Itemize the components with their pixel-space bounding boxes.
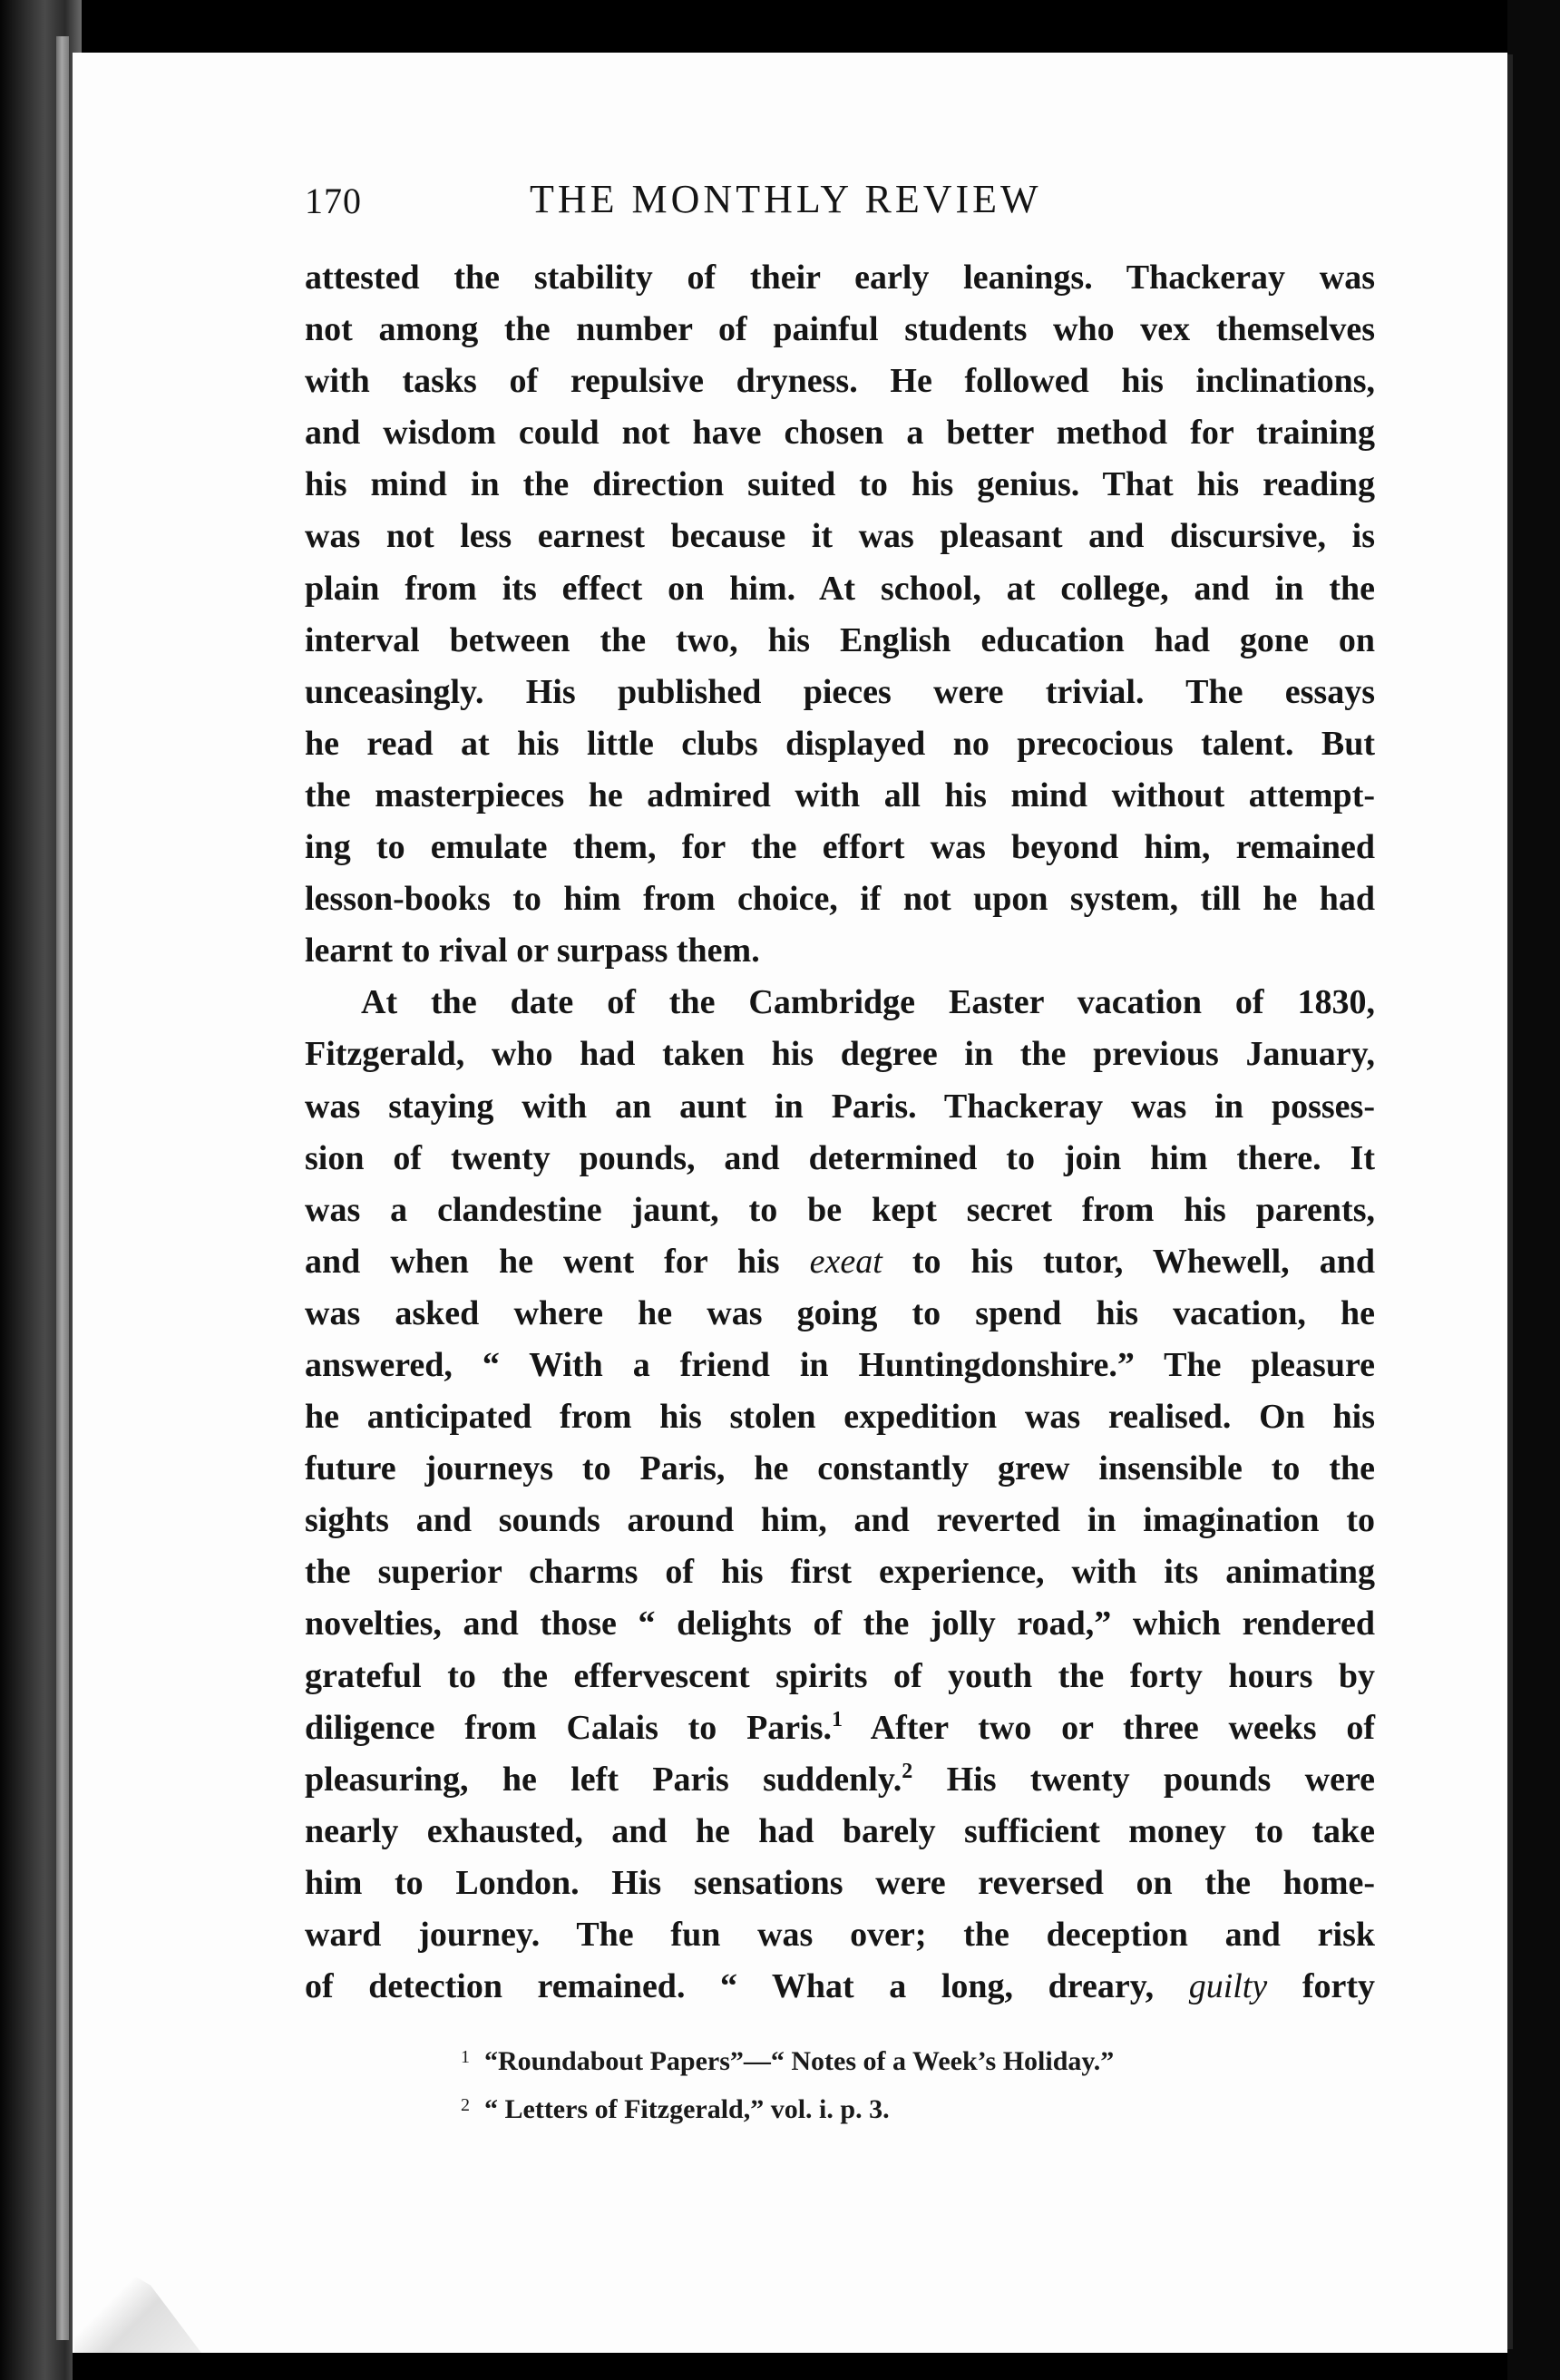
footnote-mark: 2	[461, 2095, 470, 2115]
text-line: was a clandestine jaunt, to be kept secret from his parents,	[305, 1190, 1375, 1229]
page-header	[305, 176, 1375, 239]
book-spine	[0, 0, 82, 2380]
italic-term: guilty	[1188, 1967, 1268, 2006]
text-line	[305, 1961, 1375, 2013]
text-segment: After two or three weeks of	[870, 1708, 1376, 1747]
bottom-shadow	[73, 2353, 1507, 2380]
text-line: answered, “ With a friend in Huntingdonshire.” The pleasure	[305, 1345, 1375, 1384]
text-line: him to London. His sensations were reversed on the home-	[305, 1863, 1375, 1902]
text-line	[305, 1754, 1375, 1806]
body-text	[305, 252, 1375, 2013]
text-line: future journeys to Paris, he constantly grew insensible to the	[305, 1449, 1375, 1488]
text-line: nearly exhausted, and he had barely sufficient money to take	[305, 1811, 1375, 1850]
footnote-ref-2: 2	[902, 1759, 913, 1783]
text-line: not among the number of painful students who vex themselves	[305, 310, 1375, 349]
running-head: THE MONTHLY REVIEW	[530, 177, 1042, 221]
text-line: lesson-books to him from choice, if not upon system, till he had	[305, 880, 1375, 919]
text-line: sights and sounds around him, and reverted in imagination to	[305, 1501, 1375, 1540]
footnote	[461, 2035, 1277, 2083]
text-line: his mind in the direction suited to his genius. That his reading	[305, 465, 1375, 504]
text-line: was not less earnest because it was pleasant and discursive, is	[305, 517, 1375, 556]
text-line: attested the stability of their early leanings. Thackeray was	[305, 258, 1375, 297]
page-number: 170	[305, 180, 362, 221]
text-segment: and when he went for his	[305, 1242, 780, 1281]
text-line: with tasks of repulsive dryness. He followed his inclinations,	[305, 362, 1375, 401]
text-line: Fitzgerald, who had taken his degree in the previous January,	[305, 1035, 1375, 1074]
text-segment: pleasuring, he left Paris suddenly.	[305, 1760, 902, 1799]
text-line: sion of twenty pounds, and determined to join him there. It	[305, 1138, 1375, 1177]
text-line: and wisdom could not have chosen a better method for training	[305, 414, 1375, 453]
text-line: the masterpieces he admired with all his mind without attempt-	[305, 775, 1375, 814]
text-line: he read at his little clubs displayed no precocious talent. But	[305, 724, 1375, 763]
right-page-edge	[1507, 0, 1560, 2380]
text-line: plain from its effect on him. At school, at college, and in the	[305, 569, 1375, 608]
page-stack-edge	[56, 36, 69, 2340]
text-line: unceasingly. His published pieces were trivial. The essays	[305, 672, 1375, 711]
footnote-mark: 1	[461, 2047, 470, 2067]
text-line: ward journey. The fun was over; the deception and risk	[305, 1916, 1375, 1954]
text-segment: of detection remained. “ What a long, dreary,	[305, 1967, 1155, 2006]
text-line: he anticipated from his stolen expedition was realised. On his	[305, 1398, 1375, 1437]
text-line: interval between the two, his English education had gone on	[305, 620, 1375, 659]
text-line: was asked where he was going to spend his vacation, he	[305, 1293, 1375, 1332]
text-segment: to his tutor, Whewell, and	[912, 1242, 1375, 1281]
footnote-text: “ Letters of Fitzgerald,” vol. i. p. 3.	[484, 2094, 890, 2124]
text-line: the superior charms of his first experience, with its animating	[305, 1553, 1375, 1592]
text-segment: forty	[1302, 1967, 1376, 2006]
text-line: grateful to the effervescent spirits of youth the forty hours by	[305, 1656, 1375, 1695]
text-segment: His twenty pounds were	[946, 1760, 1375, 1799]
text-line: At the date of the Cambridge Easter vacation of 1830,	[361, 983, 1375, 1022]
text-line: novelties, and those “ delights of the jolly road,” which rendered	[305, 1605, 1375, 1644]
text-line: learnt to rival or surpass them.	[305, 932, 760, 971]
text-segment: diligence from Calais to Paris.	[305, 1708, 832, 1747]
footnote	[461, 2083, 1277, 2131]
right-page-rim	[1507, 54, 1513, 2349]
italic-term: exeat	[809, 1242, 882, 1281]
text-line: ing to emulate them, for the effort was beyond him, remained	[305, 828, 1375, 867]
text-line	[305, 1236, 1375, 1288]
footnotes	[461, 2035, 1277, 2131]
footnote-text: “Roundabout Papers”—“ Notes of a Week’s Holiday.”	[484, 2046, 1115, 2076]
footnote-ref-1: 1	[832, 1707, 843, 1731]
text-line	[305, 1702, 1375, 1754]
text-line: was staying with an aunt in Paris. Thackeray was in posses-	[305, 1087, 1375, 1126]
